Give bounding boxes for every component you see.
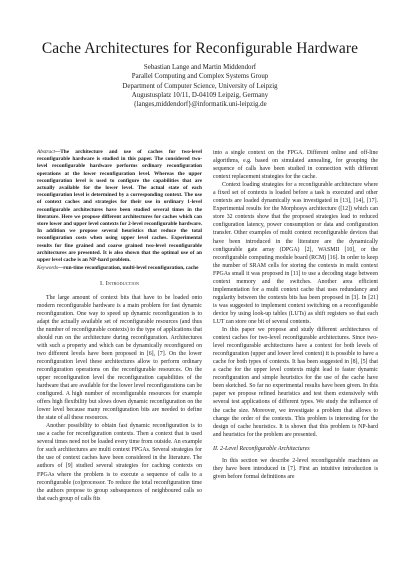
author-names: Sebastian Lange and Martin Middendorf [143, 64, 257, 71]
intro-paragraph-2: Another possibility to obtain fast dynamic reconfiguration is to use a cache for reconfiguration contexts. Then a context that is used several times need not be loaded every time from outside. An example for such architectures are multi context FPGAs. Several strategies for the use of context caches have been considered in the literature. The authors of [9] studied several strategies for caching contexts on FPGAs where the problem is to execute a sequence of calls to a reconfigurable (co)processor. To reduce the total reconfiguration time the authors propose to group subsequences of neighboured calls so that each group of calls fits [37, 423, 202, 502]
right-paragraph-4: In this section we describe 2-level reconfigurable machines as they have been introduced in [7]. First an intuitive introduction is given before formal definitions are [213, 457, 378, 480]
keywords [37, 265, 202, 272]
left-column [37, 149, 202, 503]
section-heading-2-level: II. 2-Level Reconfigurable Architectures [213, 445, 310, 452]
keywords-text: —run-time reconfiguration, multi-level reconfiguration, cache [58, 265, 199, 272]
abstract [37, 149, 202, 264]
section-heading-introduction: I. Introduction [99, 280, 140, 288]
right-paragraph-2: Context loading strategies for a reconfigurable architecture where a fixed set of contexts is loaded before a task is executed and other contexts are loaded dynamically was investigated in [13], [14], [17]. Experimental results for the Morphosys architecture ([12]) which can store 32 contexts show that the proposed strategies lead to reduced configuration latency, power consumption or data and configuration transfer. Other examples of multi context reconfigurable devices that have been introduced in the literature are the dynamically configurable gate array (DPGA) [2], WASMII [10], or the reconfigurable computing module board (RCM) [16]. In order to keep the number of SRAM cells for storing the contexts in multi context FPGAs small it was proposed in [11] to use a decoding stage between context memory and the switches. Another area efficient implementation for a multi context cache that uses redundancy and regularity between the contexts bits has been proposed in [3]. In [21] is was suggested to implement context switching on a reconfigurable device by using look-up tables (LUTs) as shift registers so that each LUT can store one bit of several contents. [213, 182, 378, 325]
author-block [0, 63, 400, 109]
abstract-text: —The architecture and use of caches for two-level reconfigurable hardware is studied in this paper. The considered two-level reconfigurable hardware performs ordinary reconfiguration operations at the lower reconfiguration level. Whereas the upper reconfiguration level is used to configure the capabilities that are actually available for the lower level. The actual state of each reconfiguration level is determined by a corresponding context. The use of context caches and strategies for their use in ordinary 1-level reconfigurable architectures have been studied several times in the literature. Here we propose different architectures for caches which can store lower and upper level contexts for 2-level reconfigurable hardware. In addition we propose several heuristics that reduce the total reconfiguration costs when using upper level caches. Experimental results for fine grained and coarse grained two-level reconfigurable architectures are presented. It is also shown that the optimal use of an upper level cache is an NP-hard problem. [37, 149, 202, 264]
author-group: Parallel Computing and Complex Systems Group [131, 73, 269, 81]
right-paragraph-3: In this paper we propose and study different architectures of context caches for two-level reconfigurable architectures. Since two-level reconfigurable architectures have a context for both levels of reconfiguration (upper and lower level context) it is possible to have a cache for both types of contexts. It has been suggested in [8], [5] that a cache for the upper level contexts might lead to faster dynamic reconfiguration and simple heuristics for the use of the cache have been sketched. So far no experimental results have been given. In this paper we propose refined heuristics and test them extensively with several test applications of different types. We study the influence of the cache size. Moreover, we investigate a problem that allows to change the order of the contexts. This problem is interesting for the design of cache heuristics. It is shown that this problem is NP-hard and heuristics for the problem are presented. [213, 327, 378, 438]
intro-paragraph-1: The large amount of context bits that have to be loaded onto modern reconfigurable hardware is a main problem for fast dynamic reconfiguration. One way to speed up dynamic reconfiguration is to adapt the actually available set of reconfigurable resources (and thus the number of reconfigurable contexts) to the type of applications that should run on the architecture during reconfiguration. Architectures with such a property and which can be dynamically reconfigured on two different levels have been proposed in [6], [7]. On the lower reconfiguration level these architectures allow to perform ordinary reconfiguration operations on the reconfigurable resources. On the upper reconfiguration level the reconfiguration capabilities of the hardware that are available for the lower level reconfigurations can be configured. A high number of reconfigurable resources for example offers high flexibility but slows down dynamic reconfiguration on the lower level because many reconfiguration bits are needed to define the state of all these resources. [37, 294, 202, 422]
abstract-lead: Abstract [37, 149, 55, 155]
paper-title: Cache Architectures for Reconfigurable Hardware [41, 40, 359, 57]
right-column [213, 149, 378, 481]
right-paragraph-1: into a single context on the FPGA. Different online and off-line algorithms, e.g. based on simulated annealing, for grouping the sequence of calls have been studied in connection with different context replacement strategies for the cache. [213, 150, 378, 181]
author-department: Department of Computer Science, University of Leipzig [122, 82, 278, 90]
keywords-lead: Keywords [37, 265, 58, 272]
author-address: Augustusplatz 10/11, D-04109 Leipzig, Germany [131, 91, 269, 99]
author-email: {langes,middendorf}@informatik.uni-leipzig.de [133, 101, 267, 109]
